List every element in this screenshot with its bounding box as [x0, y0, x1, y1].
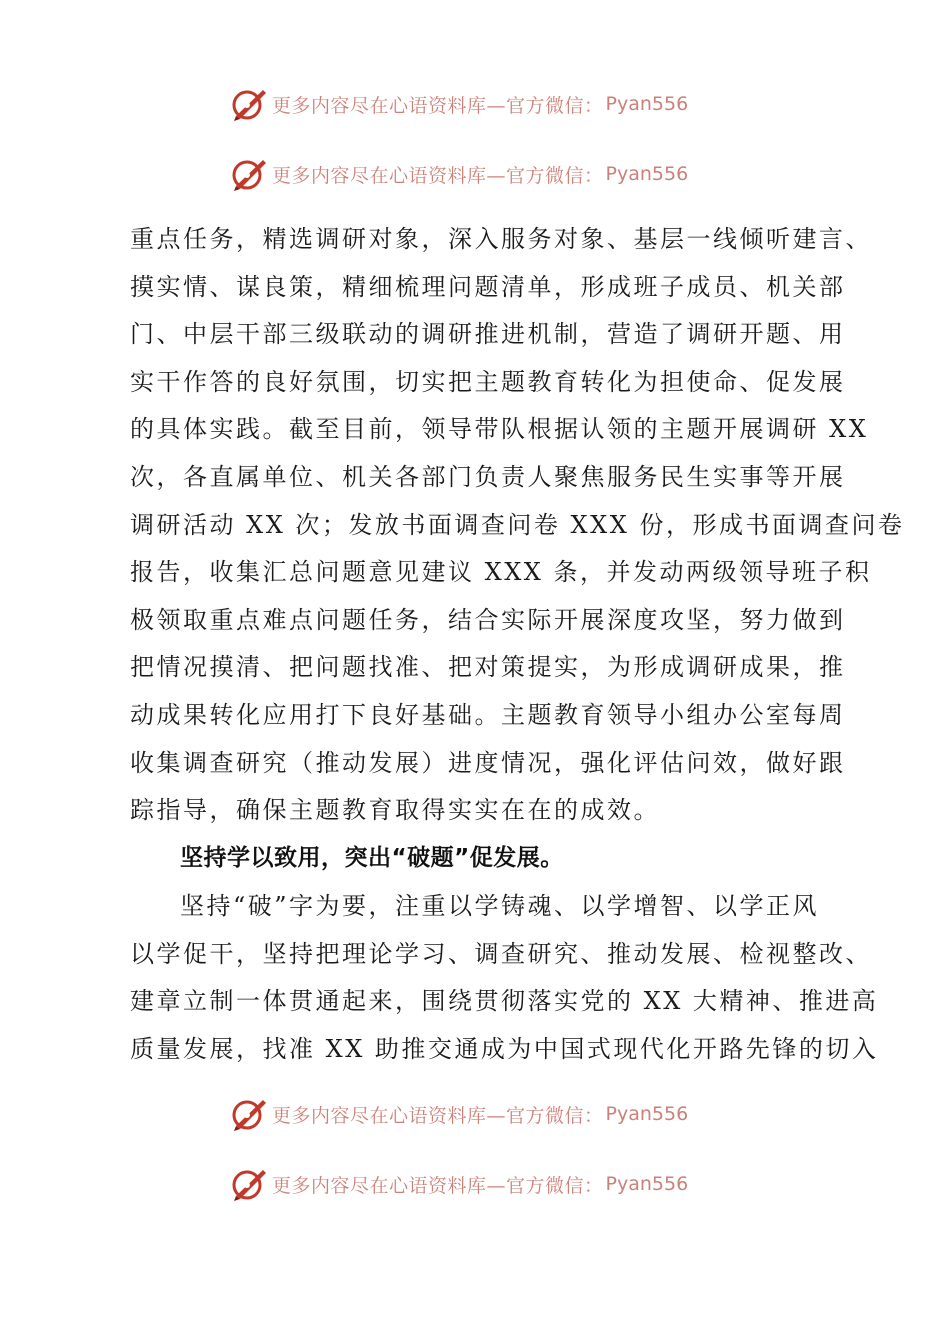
paragraph-line: 踪指导，确保主题教育取得实实在在的成效。	[130, 796, 660, 825]
paragraph-line: 把情况摸清、把问题找准、把对策提实，为形成调研成果，推	[130, 653, 846, 682]
paragraph-line: 的具体实践。截至目前，领导带队根据认领的主题开展调研 XX	[130, 415, 869, 444]
paragraph-line: 调研活动 XX 次；发放书面调查问卷 XXX 份，形成书面调查问卷	[130, 510, 905, 539]
pen-logo-icon	[230, 1096, 268, 1132]
watermark-slogan: 更多内容尽在心语资料库—官方微信：	[272, 94, 604, 117]
paragraph-line: 摸实情、谋良策，精细梳理问题清单，形成班子成员、机关部	[130, 272, 846, 301]
watermark-banner	[230, 1166, 750, 1202]
paragraph-line: 报告，收集汇总问题意见建议 XXX 条，并发动两级领导班子积	[130, 558, 872, 587]
pen-logo-icon	[230, 156, 268, 192]
paragraph-line: 极领取重点难点问题任务，结合实际开展深度攻坚，努力做到	[130, 605, 846, 634]
paragraph-line: 次，各直属单位、机关各部门负责人聚焦服务民生实事等开展	[130, 462, 846, 491]
pen-logo-icon	[230, 1166, 268, 1202]
paragraph-line: 以学促干，坚持把理论学习、调查研究、推动发展、检视整改、	[130, 939, 872, 968]
paragraph-line: 建章立制一体贯通起来，围绕贯彻落实党的 XX 大精神、推进高	[130, 987, 879, 1016]
paragraph-line: 质量发展，找准 XX 助推交通成为中国式现代化开路先锋的切入	[130, 1034, 879, 1063]
paragraph-line: 实干作答的良好氛围，切实把主题教育转化为担使命、促发展	[130, 367, 846, 396]
paragraph-line: 坚持“破”字为要，注重以学铸魂、以学增智、以学正风	[180, 892, 820, 920]
body-paragraph	[130, 883, 879, 1073]
paragraph-line: 门、中层干部三级联动的调研推进机制，营造了调研开题、用	[130, 320, 846, 349]
body-paragraph	[130, 216, 905, 835]
watermark-wechat-id: Pyan556	[605, 93, 689, 115]
watermark-slogan: 更多内容尽在心语资料库—官方微信：	[272, 1174, 604, 1197]
watermark-banner	[230, 1096, 750, 1132]
watermark-banner	[230, 86, 750, 122]
section-heading: 坚持学以致用，突出“破题”促发展。	[180, 845, 564, 871]
watermark-banner	[230, 156, 750, 192]
watermark-slogan: 更多内容尽在心语资料库—官方微信：	[272, 164, 604, 187]
paragraph-line: 重点任务，精选调研对象，深入服务对象、基层一线倾听建言、	[130, 225, 872, 253]
watermark-wechat-id: Pyan556	[605, 1103, 689, 1125]
paragraph-line: 收集调查研究（推动发展）进度情况，强化评估问效，做好跟	[130, 748, 846, 777]
watermark-slogan: 更多内容尽在心语资料库—官方微信：	[272, 1104, 604, 1127]
watermark-wechat-id: Pyan556	[605, 163, 689, 185]
paragraph-line: 动成果转化应用打下良好基础。主题教育领导小组办公室每周	[130, 700, 846, 729]
watermark-wechat-id: Pyan556	[605, 1173, 689, 1195]
pen-logo-icon	[230, 86, 268, 122]
